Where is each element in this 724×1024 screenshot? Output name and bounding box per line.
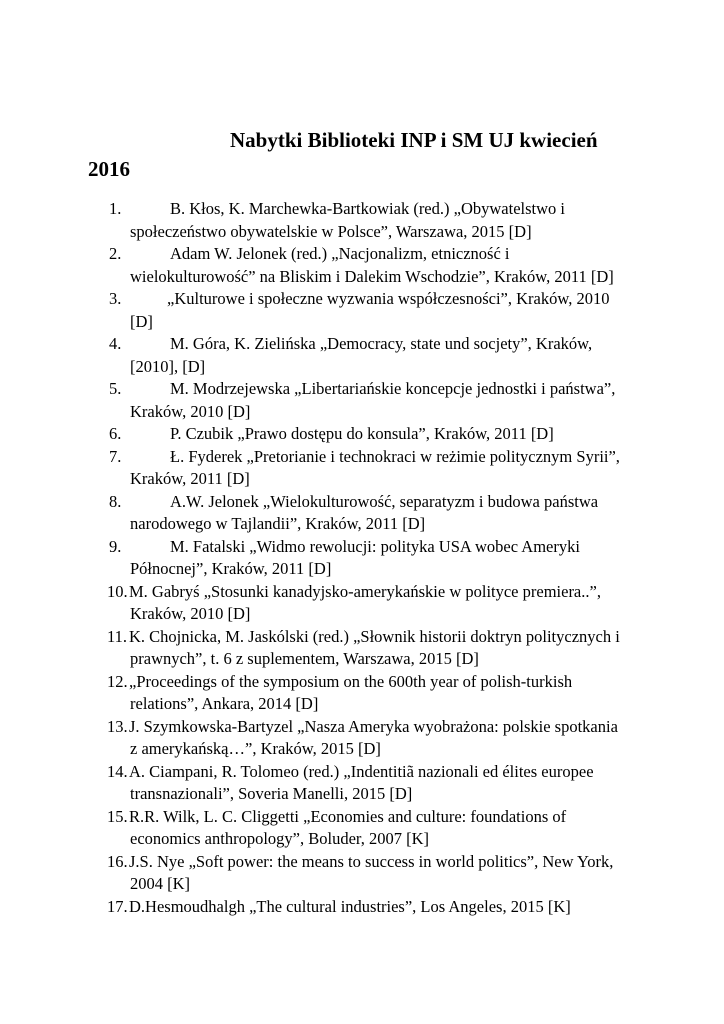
list-item (0, 851, 724, 896)
item-text-line2: relations”, Ankara, 2014 [D] (130, 694, 319, 713)
item-text-line1: Adam W. Jelonek (red.) „Nacjonalizm, etniczność i (170, 244, 510, 263)
item-text-line2: wielokulturowość” na Bliskim i Dalekim Wschodzie”, Kraków, 2011 [D] (130, 266, 614, 286)
item-number: 17. (107, 896, 128, 916)
item-number: 15. (107, 806, 128, 826)
item-number: 6. (109, 424, 122, 443)
item-text-line2: 2004 [K] (130, 874, 191, 893)
item-text-line2: społeczeństwo obywatelskie w Polsce”, Warszawa, 2015 [D] (130, 221, 532, 241)
list-item (0, 806, 724, 851)
item-text-line2: Kraków, 2011 [D] (130, 469, 250, 488)
item-text-line1: M. Fatalski „Widmo rewolucji: polityka USA wobec Ameryki (170, 536, 580, 556)
item-text-line1: M. Modrzejewska „Libertariańskie koncepcje jednostki i państwa”, (170, 379, 616, 398)
item-text-line2: economics anthropology”, Boluder, 2007 [K] (130, 829, 430, 848)
item-text-line1: J.S. Nye „Soft power: the means to success in world politics”, New York, (129, 851, 614, 871)
item-text-line1: M. Góra, K. Zielińska „Democracy, state und socjety”, Kraków, (170, 334, 593, 353)
list-item (0, 423, 724, 446)
item-text-line2: Północnej”, Kraków, 2011 [D] (130, 559, 332, 578)
item-text-line1: J. Szymkowska-Bartyzel „Nasza Ameryka wyobrażona: polskie spotkania (129, 716, 618, 736)
item-text-line2: z amerykańską…”, Kraków, 2015 [D] (130, 739, 381, 758)
list-item (0, 288, 724, 333)
item-text-line1: P. Czubik „Prawo dostępu do konsula”, Kraków, 2011 [D] (170, 424, 554, 443)
item-number: 4. (109, 334, 122, 353)
item-text-line1: Ł. Fyderek „Pretorianie i technokraci w reżimie politycznym Syrii”, (170, 446, 620, 466)
list-item (0, 446, 724, 491)
item-text-line2: Kraków, 2010 [D] (130, 401, 251, 421)
item-number: 8. (109, 491, 122, 511)
item-number: 12. (107, 671, 128, 691)
list-item (0, 243, 724, 288)
item-text-line1: K. Chojnicka, M. Jaskólski (red.) „Słownik historii doktryn politycznych i (129, 626, 620, 646)
list-item (0, 716, 724, 761)
item-text-line1: „Proceedings of the symposium on the 600th year of polish-turkish (129, 671, 573, 691)
item-text-line1: A.W. Jelonek „Wielokulturowość, separatyzm i budowa państwa (170, 491, 599, 511)
list-item (0, 581, 724, 626)
item-number: 7. (109, 446, 122, 466)
acquisitions-list (0, 198, 724, 918)
list-item (0, 333, 724, 378)
item-text-line2: prawnych”, t. 6 z suplementem, Warszawa, 2015 [D] (130, 649, 479, 668)
item-number: 5. (109, 379, 122, 398)
item-text-line2: Kraków, 2010 [D] (130, 604, 251, 623)
item-number: 2. (109, 244, 122, 263)
item-text-line2: narodowego w Tajlandii”, Kraków, 2011 [D] (130, 514, 426, 533)
item-number: 10. (107, 581, 128, 601)
item-number: 3. (109, 289, 122, 308)
list-item (0, 198, 724, 243)
document-title-year: 2016 (88, 157, 130, 181)
item-number: 14. (107, 761, 128, 781)
list-item (0, 896, 724, 919)
list-item (0, 491, 724, 536)
list-item (0, 536, 724, 581)
item-text-line1: D.Hesmoudhalgh „The cultural industries”, Los Angeles, 2015 [K] (129, 896, 571, 916)
list-item (0, 671, 724, 716)
list-item (0, 626, 724, 671)
item-number: 9. (109, 536, 122, 556)
item-text-line1: R.R. Wilk, L. C. Cliggetti „Economies and culture: foundations of (129, 806, 567, 826)
item-text-line2: transnazionali”, Soveria Manelli, 2015 [D] (130, 784, 413, 803)
item-number: 11. (107, 626, 128, 646)
item-text-line2: [2010], [D] (130, 356, 206, 376)
list-item (0, 378, 724, 423)
item-number: 1. (109, 199, 122, 218)
list-item (0, 761, 724, 806)
item-number: 13. (107, 716, 128, 736)
item-text-line1: A. Ciampani, R. Tolomeo (red.) „Indentitiã nazionali ed élites europee (129, 761, 594, 781)
item-text-line2: [D] (130, 311, 153, 331)
item-text-line1: M. Gabryś „Stosunki kanadyjsko-amerykańskie w polityce premiera..”, (129, 581, 601, 601)
item-text-line1: B. Kłos, K. Marchewka-Bartkowiak (red.) „Obywatelstwo i (170, 199, 565, 218)
item-number: 16. (107, 851, 128, 871)
item-text-line1: „Kulturowe i społeczne wyzwania współczesności”, Kraków, 2010 (167, 289, 610, 308)
document-title: Nabytki Biblioteki INP i SM UJ kwiecień (230, 128, 598, 152)
